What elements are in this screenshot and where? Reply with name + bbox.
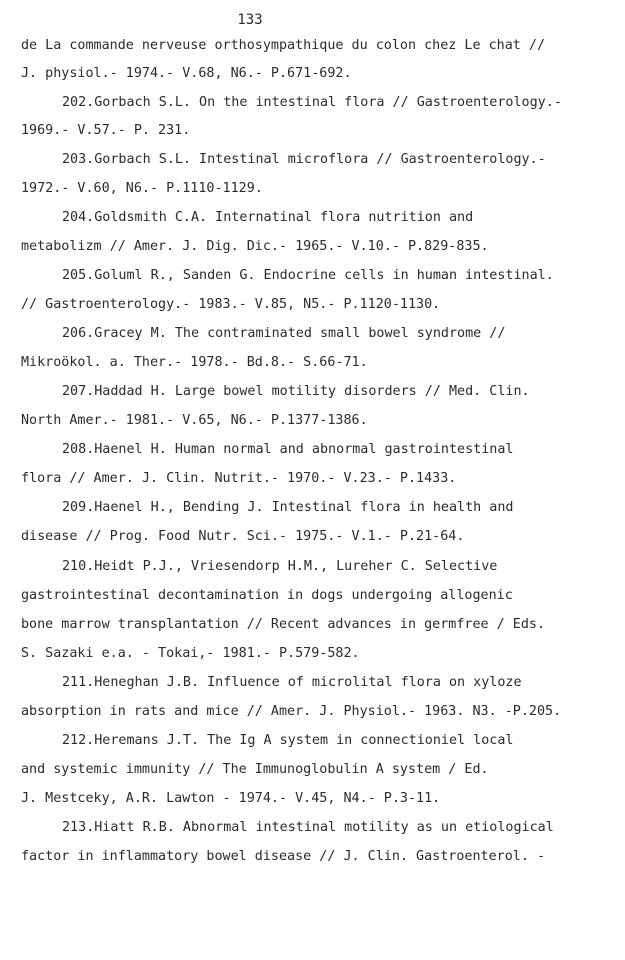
bibliography-line: 212.Heremans J.T. The Ig A system in connectioniel local	[62, 733, 514, 748]
bibliography-line: gastrointestinal decontamination in dogs undergoing allogenic	[21, 588, 513, 603]
page-number: 133	[237, 12, 263, 28]
bibliography-line: 206.Gracey M. The contraminated small bowel syndrome //	[62, 326, 506, 341]
bibliography-line: 210.Heidt P.J., Vriesendorp H.M., Lureher C. Selective	[62, 559, 498, 574]
bibliography-line: 211.Heneghan J.B. Influence of microlital flora on xyloze	[62, 675, 522, 690]
bibliography-line: // Gastroenterology.- 1983.- V.85, N5.- P.1120-1130.	[21, 297, 441, 312]
bibliography-line: 204.Goldsmith C.A. Internatinal flora nutrition and	[62, 210, 474, 225]
bibliography-line: absorption in rats and mice // Amer. J. Physiol.- 1963. N3. -P.205.	[21, 704, 562, 719]
bibliography-line: disease // Prog. Food Nutr. Sci.- 1975.- V.1.- P.21-64.	[21, 529, 465, 544]
bibliography-line: bone marrow transplantation // Recent advances in germfree / Eds.	[21, 617, 546, 632]
bibliography-line: de La commande nerveuse orthosympathique du colon chez Le chat //	[21, 38, 546, 53]
bibliography-line: 203.Gorbach S.L. Intestinal microflora // Gastroenterology.-	[62, 152, 546, 167]
bibliography-line: J. physiol.- 1974.- V.68, N6.- P.671-692.	[21, 66, 352, 81]
bibliography-line: Mikroökol. a. Ther.- 1978.- Bd.8.- S.66-71.	[21, 355, 368, 370]
bibliography-line: 1969.- V.57.- P. 231.	[21, 123, 191, 138]
bibliography-line: 207.Haddad H. Large bowel motility disorders // Med. Clin.	[62, 384, 530, 399]
bibliography-line: and systemic immunity // The Immunoglobulin A system / Ed.	[21, 762, 489, 777]
bibliography-line: 213.Hiatt R.B. Abnormal intestinal motility as un etiological	[62, 820, 554, 835]
bibliography-line: S. Sazaki e.a. - Tokai,- 1981.- P.579-582.	[21, 646, 360, 661]
bibliography-line: 1972.- V.60, N6.- P.1110-1129.	[21, 181, 263, 196]
bibliography-line: 209.Haenel H., Bending J. Intestinal flora in health and	[62, 500, 514, 515]
bibliography-line: flora // Amer. J. Clin. Nutrit.- 1970.- V.23.- P.1433.	[21, 471, 457, 486]
bibliography-line: 202.Gorbach S.L. On the intestinal flora // Gastroenterology.-	[62, 95, 562, 110]
bibliography-line: factor in inflammatory bowel disease // J. Clin. Gastroenterol. -	[21, 849, 546, 864]
bibliography-line: J. Mestceky, A.R. Lawton - 1974.- V.45, N4.- P.3-11.	[21, 791, 441, 806]
bibliography-line: 205.Goluml R., Sanden G. Endocrine cells in human intestinal.	[62, 268, 554, 283]
bibliography-line: North Amer.- 1981.- V.65, N6.- P.1377-1386.	[21, 413, 368, 428]
bibliography-line: metabolizm // Amer. J. Dig. Dic.- 1965.- V.10.- P.829-835.	[21, 239, 489, 254]
bibliography-line: 208.Haenel H. Human normal and abnormal gastrointestinal	[62, 442, 514, 457]
